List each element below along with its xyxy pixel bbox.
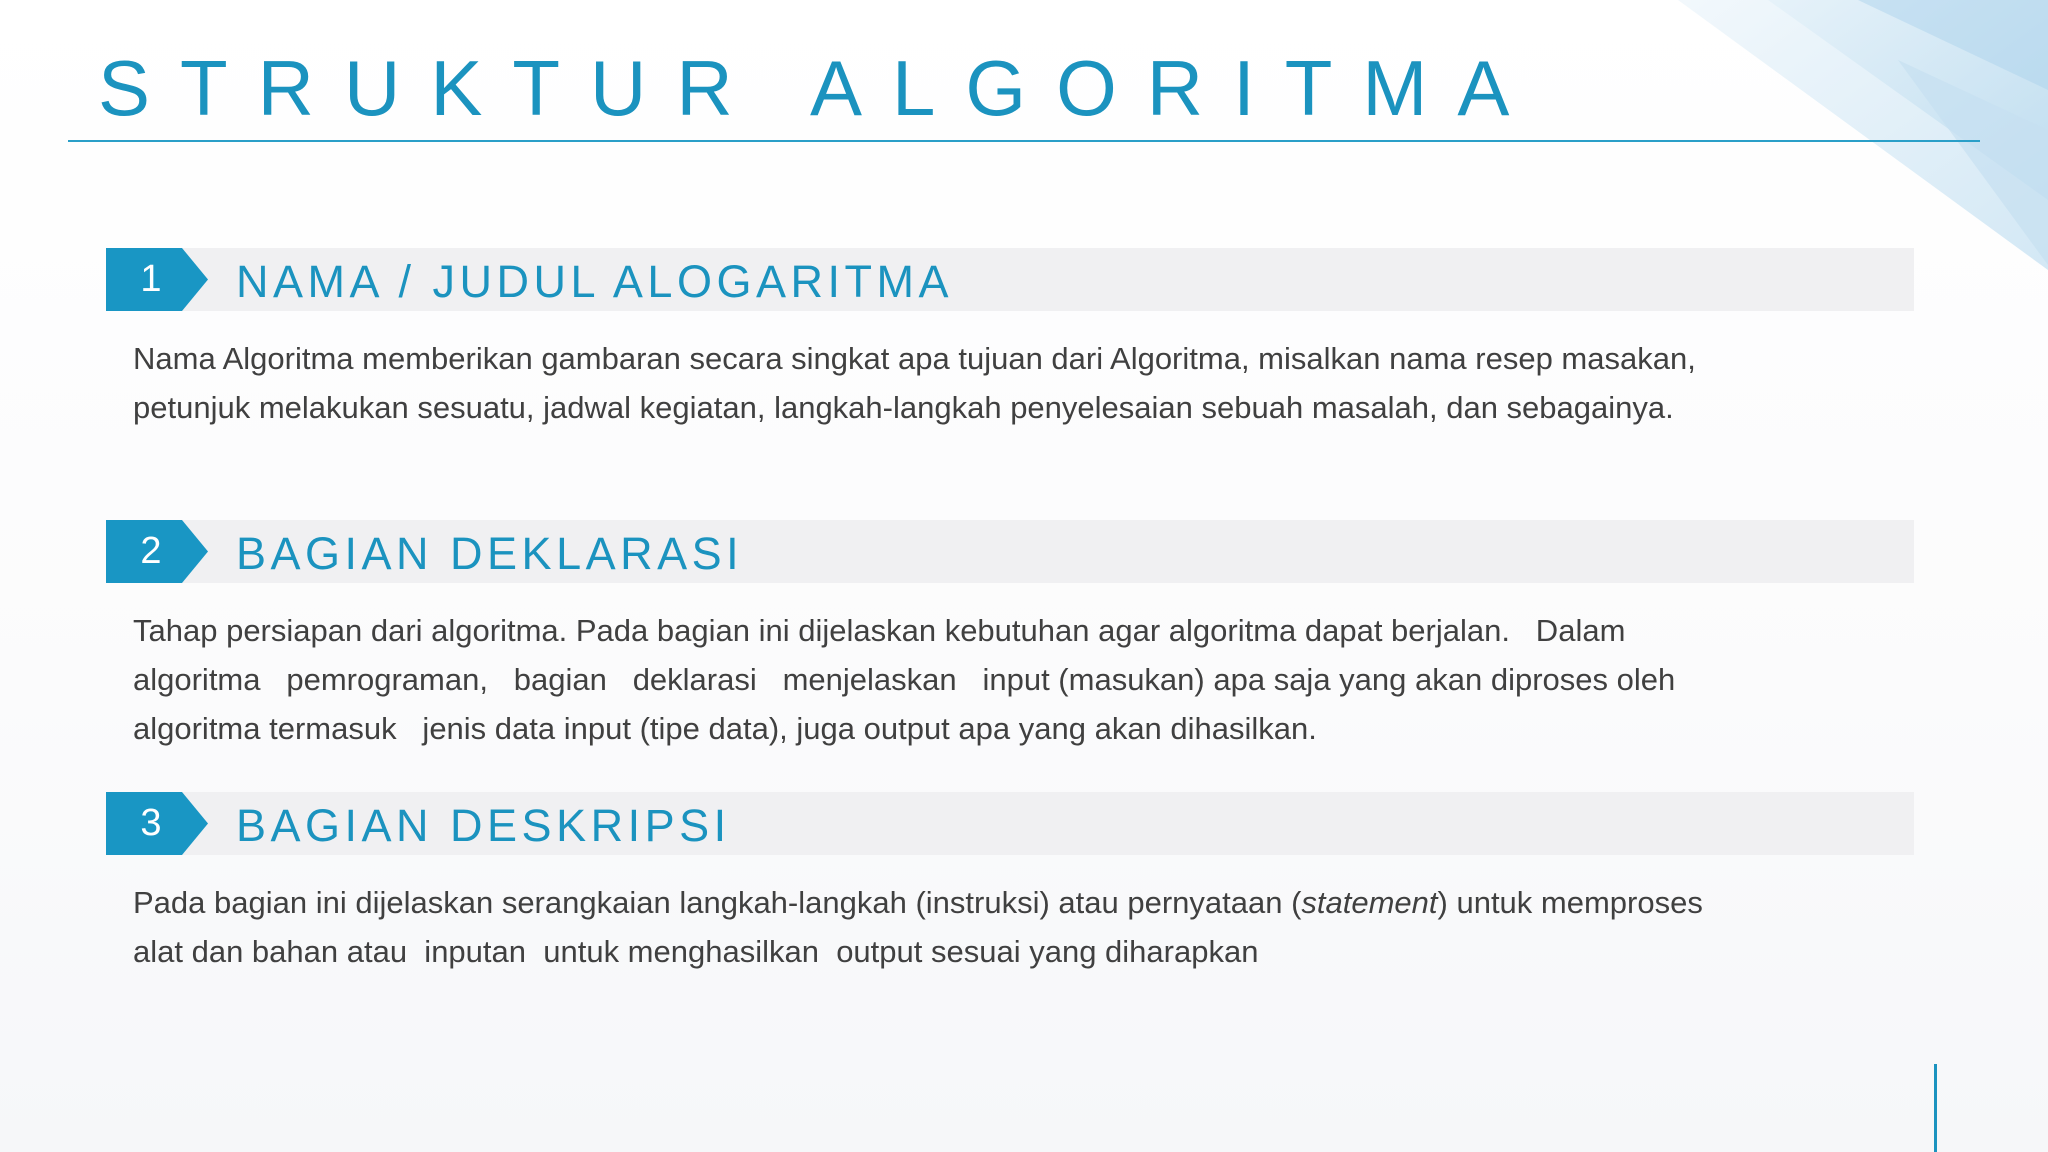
section-number: 3 [140, 802, 162, 844]
section-heading: NAMA / JUDUL ALOGARITMA [236, 256, 953, 307]
title-divider [68, 140, 1980, 142]
body-text: ) untuk memproses [1437, 885, 1703, 920]
body-line [133, 878, 1903, 927]
slide-title: STRUKTUR ALGORITMA [98, 44, 1540, 132]
section-header-3 [106, 792, 1914, 855]
body-line: algoritma pemrograman, bagian deklarasi menjelaskan input (masukan) apa saja yang akan diproses oleh [133, 662, 1676, 697]
section-heading: BAGIAN DEKLARASI [236, 528, 744, 579]
section-body-3 [133, 878, 1903, 976]
section-number-badge [106, 792, 208, 855]
footer-accent-bar [1934, 1064, 1937, 1152]
statement-emphasis: statement [1301, 885, 1438, 920]
body-text: Pada bagian ini dijelaskan serangkaian langkah-langkah (instruksi) atau pernyataan ( [133, 885, 1302, 920]
section-number: 1 [140, 258, 162, 300]
body-line: Nama Algoritma memberikan gambaran secara singkat apa tujuan dari Algoritma, misalkan nama resep masakan, [133, 341, 1696, 376]
section-number-badge [106, 520, 208, 583]
section-heading: BAGIAN DESKRIPSI [236, 800, 731, 851]
section-body-2 [133, 606, 1903, 753]
body-line: algoritma termasuk jenis data input (tipe data), juga output apa yang akan dihasilkan. [133, 711, 1317, 746]
body-line: petunjuk melakukan sesuatu, jadwal kegiatan, langkah-langkah penyelesaian sebuah masalah, dan sebagainya. [133, 390, 1674, 425]
section-body-1 [133, 334, 1903, 432]
section-number: 2 [140, 530, 162, 572]
section-number-badge [106, 248, 208, 311]
body-line: Tahap persiapan dari algoritma. Pada bagian ini dijelaskan kebutuhan agar algoritma dapat berjalan. Dalam [133, 613, 1626, 648]
section-header-2 [106, 520, 1914, 583]
section-header-1 [106, 248, 1914, 311]
body-line: alat dan bahan atau inputan untuk menghasilkan output sesuai yang diharapkan [133, 934, 1259, 969]
